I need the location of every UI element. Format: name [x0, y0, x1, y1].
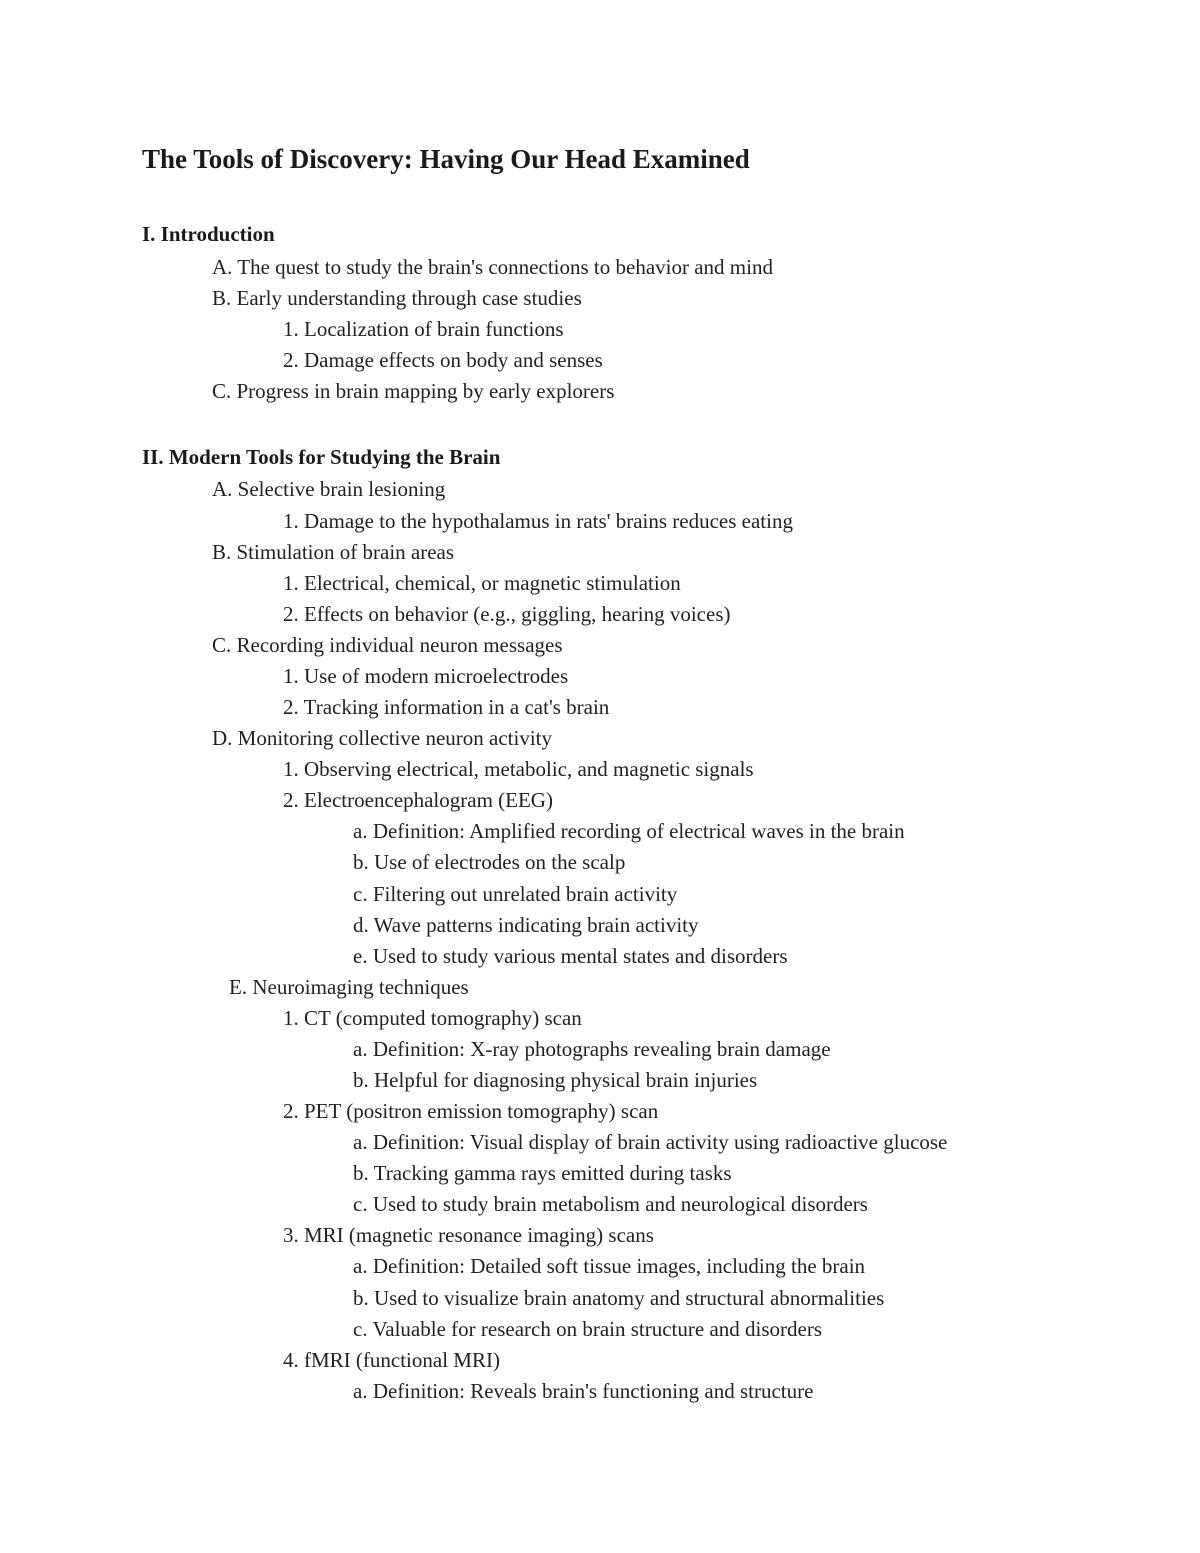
outline-item: a. Definition: Reveals brain's functioning and structure: [353, 1379, 814, 1403]
outline-item: c. Valuable for research on brain structure and disorders: [353, 1317, 823, 1341]
outline-item: 2. PET (positron emission tomography) scan: [283, 1099, 659, 1123]
outline-item: a. Definition: Visual display of brain activity using radioactive glucose: [353, 1130, 948, 1154]
outline-item: 1. Localization of brain functions: [283, 317, 564, 341]
outline-item: C. Progress in brain mapping by early explorers: [212, 379, 615, 403]
outline-item: 1. Observing electrical, metabolic, and magnetic signals: [283, 757, 754, 781]
outline-item: A. The quest to study the brain's connections to behavior and mind: [212, 255, 773, 279]
outline-item: 2. Tracking information in a cat's brain: [283, 695, 610, 719]
document-title: The Tools of Discovery: Having Our Head Examined: [142, 144, 750, 174]
outline-item: D. Monitoring collective neuron activity: [212, 726, 552, 750]
outline-item: d. Wave patterns indicating brain activity: [353, 913, 699, 937]
outline-item: 1. Electrical, chemical, or magnetic stimulation: [283, 571, 681, 595]
outline-item: c. Filtering out unrelated brain activity: [353, 882, 678, 906]
outline-item: E. Neuroimaging techniques: [229, 975, 469, 999]
outline-item: e. Used to study various mental states and disorders: [353, 944, 788, 968]
outline-item: B. Stimulation of brain areas: [212, 540, 455, 564]
outline-item: 2. Damage effects on body and senses: [283, 348, 603, 372]
outline-item: b. Use of electrodes on the scalp: [353, 850, 626, 874]
outline-heading: I. Introduction: [142, 222, 275, 246]
outline-item: b. Helpful for diagnosing physical brain injuries: [353, 1068, 758, 1092]
outline-item: B. Early understanding through case studies: [212, 286, 582, 310]
outline-item: a. Definition: Detailed soft tissue images, including the brain: [353, 1254, 866, 1278]
outline-item: b. Tracking gamma rays emitted during tasks: [353, 1161, 732, 1185]
outline-item: a. Definition: Amplified recording of electrical waves in the brain: [353, 819, 905, 843]
outline-item: 4. fMRI (functional MRI): [283, 1348, 500, 1372]
outline-item: b. Used to visualize brain anatomy and structural abnormalities: [353, 1286, 885, 1310]
outline-item: c. Used to study brain metabolism and neurological disorders: [353, 1192, 868, 1216]
outline-item: 1. Damage to the hypothalamus in rats' brains reduces eating: [283, 509, 793, 533]
outline-item: 2. Electroencephalogram (EEG): [283, 788, 553, 812]
outline-item: 3. MRI (magnetic resonance imaging) scans: [283, 1223, 654, 1247]
outline-item: A. Selective brain lesioning: [212, 477, 446, 501]
outline-item: a. Definition: X-ray photographs revealing brain damage: [353, 1037, 831, 1061]
outline-heading: II. Modern Tools for Studying the Brain: [142, 445, 501, 469]
outline-item: 1. Use of modern microelectrodes: [283, 664, 569, 688]
outline-item: 1. CT (computed tomography) scan: [283, 1006, 582, 1030]
outline-item: 2. Effects on behavior (e.g., giggling, hearing voices): [283, 602, 731, 626]
outline-item: C. Recording individual neuron messages: [212, 633, 563, 657]
